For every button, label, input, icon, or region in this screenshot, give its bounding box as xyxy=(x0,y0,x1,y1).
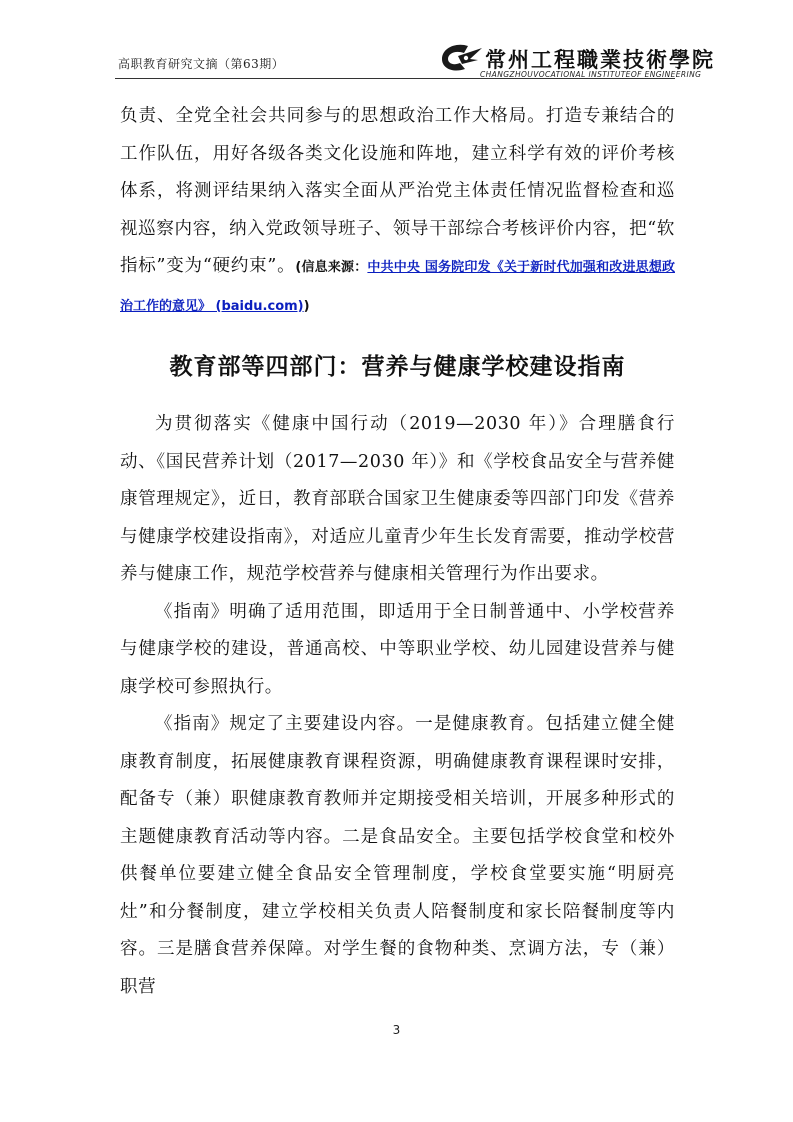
source-link[interactable]: 中共中央 国务院印发《关于新时代加强和改进思想政治工作的意见》 (baidu.com) xyxy=(120,260,675,314)
article-paragraph: 为贯彻落实《健康中国行动（2019—2030 年）》合理膳食行动、《国民营养计划（2017—2030 年）》和《学校食品安全与营养健康管理规定》，近日，教育部联合国家卫生健康委等四部门印发《营养与健康学校建设指南》，对适应儿童青少年生长发育需要，推动学校营养与健康工作，规范学校营养与健康相关管理行为作出要求。 xyxy=(120,414,675,584)
source-close: ) xyxy=(303,298,311,314)
journal-title: 高职教育研究文摘（第63期） xyxy=(118,57,285,71)
institute-name: 常州工程職業技術學院 xyxy=(485,47,715,72)
header-divider xyxy=(115,78,675,79)
article-title: 教育部等四部门：营养与健康学校建设指南 xyxy=(169,354,626,380)
intro-paragraph xyxy=(120,98,675,325)
article-paragraph: 《指南》规定了主要建设内容。一是健康教育。包括建立健全健康教育制度，拓展健康教育课程资源，明确健康教育课程课时安排，配备专（兼）职健康教育教师并定期接受相关培训，开展多种形式的主题健康教育活动等内容。二是食品安全。主要包括学校食堂和校外供餐单位要建立健全食品安全管理制度，学校食堂要实施“明厨亮灶”和分餐制度，建立学校相关负责人陪餐制度和家长陪餐制度等内容。三是膳食营养保障。对学生餐的食物种类、烹调方法，专（兼）职营 xyxy=(120,714,675,997)
institute-logo-icon xyxy=(438,42,483,74)
source-label: (信息来源： xyxy=(295,260,368,275)
institute-name-en: CHANGZHOUVOCATIONAL INSTITUTEOF ENGINEERING xyxy=(480,70,702,79)
article-body xyxy=(120,406,675,1006)
page-header xyxy=(88,40,715,79)
page-number: 3 xyxy=(392,1023,401,1037)
intro-text: 负责、全党全社会共同参与的思想政治工作大格局。打造专兼结合的工作队伍，用好各级各类文化设施和阵地，建立科学有效的评价考核体系，将测评结果纳入落实全面从严治党主体责任情况监督检查和巡视巡察内容，纳入党政领导班子、领导干部综合考核评价内容，把“软指标”变为“硬约束”。 xyxy=(120,106,675,276)
article-paragraph: 《指南》明确了适用范围，即适用于全日制普通中、小学校营养与健康学校的建设，普通高校、中等职业学校、幼儿园建设营养与健康学校可参照执行。 xyxy=(120,601,675,697)
